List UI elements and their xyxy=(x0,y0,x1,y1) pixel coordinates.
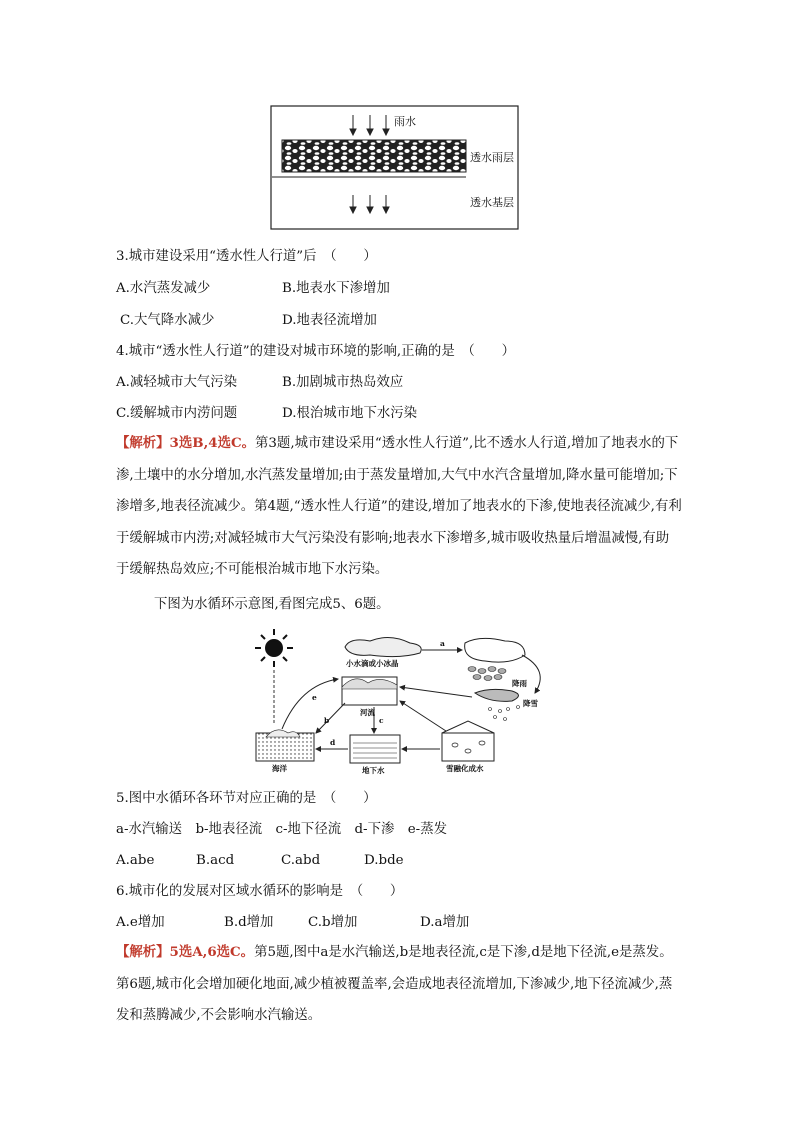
rain-label: 雨水 xyxy=(394,115,416,128)
q5-option-d: D.bde xyxy=(364,853,404,868)
water-cycle-figure xyxy=(250,625,550,775)
analysis-3-4 xyxy=(116,428,682,586)
layer-top-label: 透水雨层 xyxy=(470,151,514,164)
q5-stem: 5.图中水循环各环节对应正确的是 （ ） xyxy=(116,791,377,806)
q3-option-a: A.水汽蒸发减少 xyxy=(116,281,211,296)
q4-option-c: C.缓解城市内涝问题 xyxy=(116,406,238,421)
q5-legend: a-水汽输送 b-地表径流 c-地下径流 d-下渗 e-蒸发 xyxy=(116,822,447,837)
q3-option-d: D.地表径流增加 xyxy=(282,313,377,328)
q5-option-a: A.abe xyxy=(116,853,155,868)
q6-option-d: D.a增加 xyxy=(420,915,470,930)
q3-option-c: C.大气降水减少 xyxy=(120,313,215,328)
permeable-rain-layer xyxy=(282,140,466,172)
q5-option-b: B.acd xyxy=(196,853,235,868)
arrow-e-label: e xyxy=(312,693,317,702)
q4-stem: 4.城市“透水性人行道”的建设对城市环境的影响,正确的是 （ ） xyxy=(116,344,515,359)
q4-option-d: D.根治城市地下水污染 xyxy=(282,406,418,421)
arrow-d-label: d xyxy=(330,738,336,747)
rain-label: 降雨 xyxy=(512,679,527,688)
analysis-5-6 xyxy=(116,937,682,1032)
q6-option-b: B.d增加 xyxy=(224,915,274,930)
snowmelt-block xyxy=(442,733,494,761)
rain-cloud-icon xyxy=(465,638,525,662)
q6-option-a: A.e增加 xyxy=(116,915,165,930)
analysis-text: 第3题,城市建设采用“透水性人行道”,比不透水人行道,增加了地表水的下渗,土壤中的水分增加,水汽蒸发量增加;由于蒸发量增加,大气中水汽含量增加,降水量可能增加;下渗增多,地表径流减少。第4题,“透水性人行道”的建设,增加了地表水的下渗,使地表径流减少,有利于缓解城市内涝;对减轻城市大气污染没有影响;地表水下渗增多,城市吸收热量后增温减慢,有助于缓解热岛效应;不可能根治城市地下水污染。 xyxy=(116,436,682,578)
permeable-pavement-figure xyxy=(270,105,520,231)
arrow-a-label: a xyxy=(440,639,445,648)
arrow-c-label: c xyxy=(379,716,384,725)
snowmelt-label: 雪融化成水 xyxy=(446,764,484,773)
rain-arrows-bottom xyxy=(350,195,389,213)
q5-option-c: C.abd xyxy=(281,853,321,868)
rain-arrows-top xyxy=(350,115,389,135)
analysis-text-2: 第5题,图中a是水汽输送,b是地表径流,c是下渗,d是地下径流,e是蒸发。第6题,城市化会增加硬化地面,减少植被覆盖率,会造成地表径流增加,下渗减少,地下径流减少,蒸发和蒸腾减少,不会影响水汽输送。 xyxy=(116,945,673,1024)
q4-option-a: A.减轻城市大气污染 xyxy=(116,375,238,390)
sun-icon xyxy=(255,629,293,667)
groundwater-block xyxy=(350,735,400,763)
q6-option-c: C.b增加 xyxy=(308,915,358,930)
ocean-label: 海洋 xyxy=(272,764,287,773)
snow-cloud-icon xyxy=(475,689,519,701)
analysis-label-2: 【解析】5选A,6选C。 xyxy=(116,944,255,960)
arrow-b-label: b xyxy=(324,716,330,725)
q4-option-b: B.加剧城市热岛效应 xyxy=(282,375,404,390)
q3-option-b: B.地表水下渗增加 xyxy=(282,281,390,296)
q3-stem: 3.城市建设采用“透水性人行道”后 （ ） xyxy=(116,249,377,264)
cloud-label: 小水滴或小冰晶 xyxy=(346,659,399,668)
snow-label: 降雪 xyxy=(523,699,538,708)
cloud-icon xyxy=(345,637,421,656)
river-label: 河流 xyxy=(360,708,375,717)
q6-stem: 6.城市化的发展对区域水循环的影响是 （ ） xyxy=(116,884,404,899)
groundwater-label: 地下水 xyxy=(362,766,385,775)
figure-intro: 下图为水循环示意图,看图完成5、6题。 xyxy=(154,597,390,612)
analysis-label: 【解析】3选B,4选C。 xyxy=(116,435,256,451)
layer-base-label: 透水基层 xyxy=(470,196,514,209)
